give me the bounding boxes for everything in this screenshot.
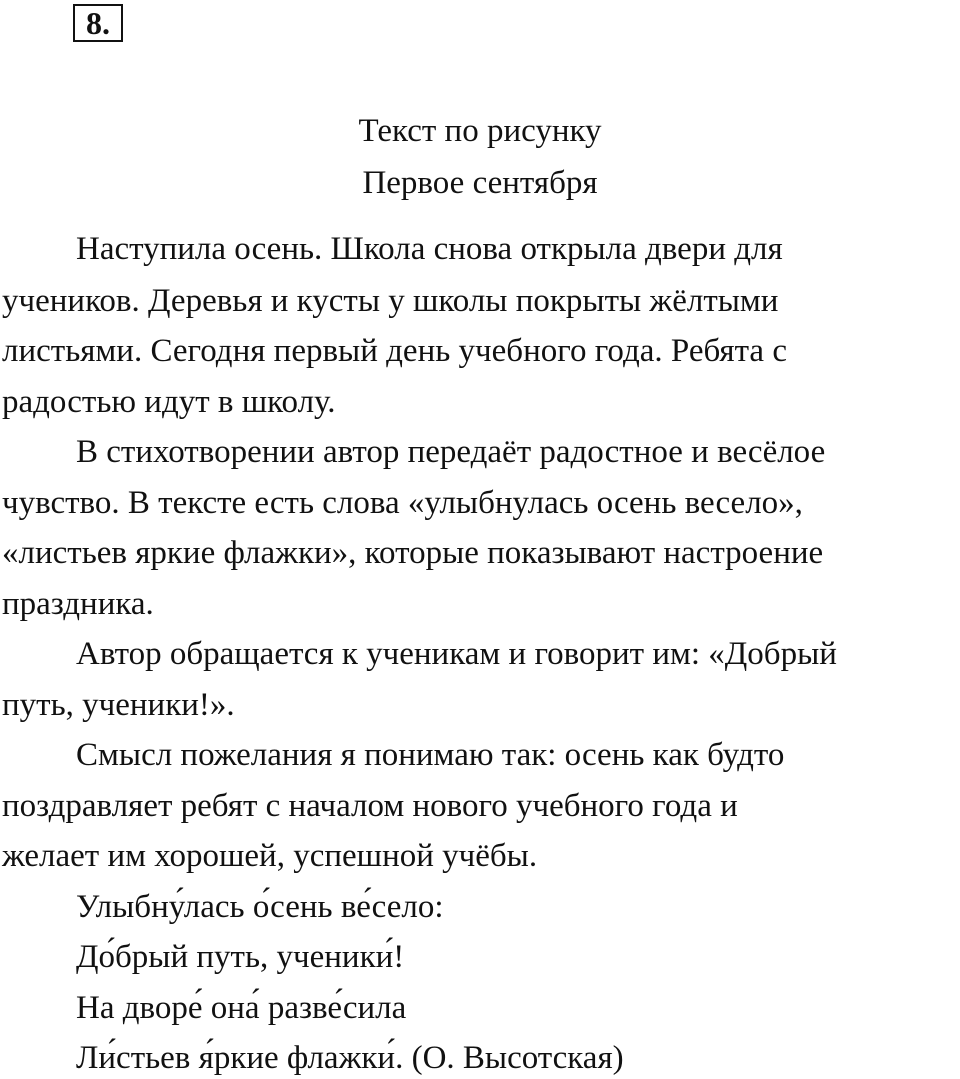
title: Первое сентября	[362, 165, 598, 201]
text-line: Смысл пожелания я понимаю так: осень как будто	[76, 737, 785, 773]
text-line: учеников. Деревья и кусты у школы покрыты жёлтыми	[2, 283, 779, 319]
text-line: путь, ученики!».	[2, 687, 235, 723]
heading: Текст по рисунку	[358, 113, 602, 149]
text-line: желает им хорошей, успешной учёбы.	[2, 838, 538, 874]
text-line: праздника.	[2, 586, 154, 622]
text-line: Наступила осень. Школа снова открыла двери для	[76, 231, 783, 267]
text-line: «листьев яркие флажки», которые показывают настроение	[2, 535, 824, 571]
poem-line: Ли́стьев я́ркие флажки́. (О. Высотская)	[76, 1040, 624, 1076]
task-number-badge: 8.	[73, 4, 123, 42]
text-line: Автор обращается к ученикам и говорит им: «Добрый	[76, 636, 837, 672]
text-line: листьями. Сегодня первый день учебного года. Ребята с	[2, 333, 787, 369]
poem-line: На дворе́ она́ разве́сила	[76, 990, 407, 1026]
poem-line: Улыбну́лась о́сень ве́село:	[76, 889, 444, 925]
text-line: радостью идут в школу.	[2, 384, 336, 420]
text-line: В стихотворении автор передаёт радостное и весёлое	[76, 434, 826, 470]
poem-line: До́брый путь, ученики́!	[76, 939, 405, 975]
text-line: поздравляет ребят с началом нового учебного года и	[2, 788, 738, 824]
text-line: чувство. В тексте есть слова «улыбнулась осень весело»,	[2, 485, 803, 521]
